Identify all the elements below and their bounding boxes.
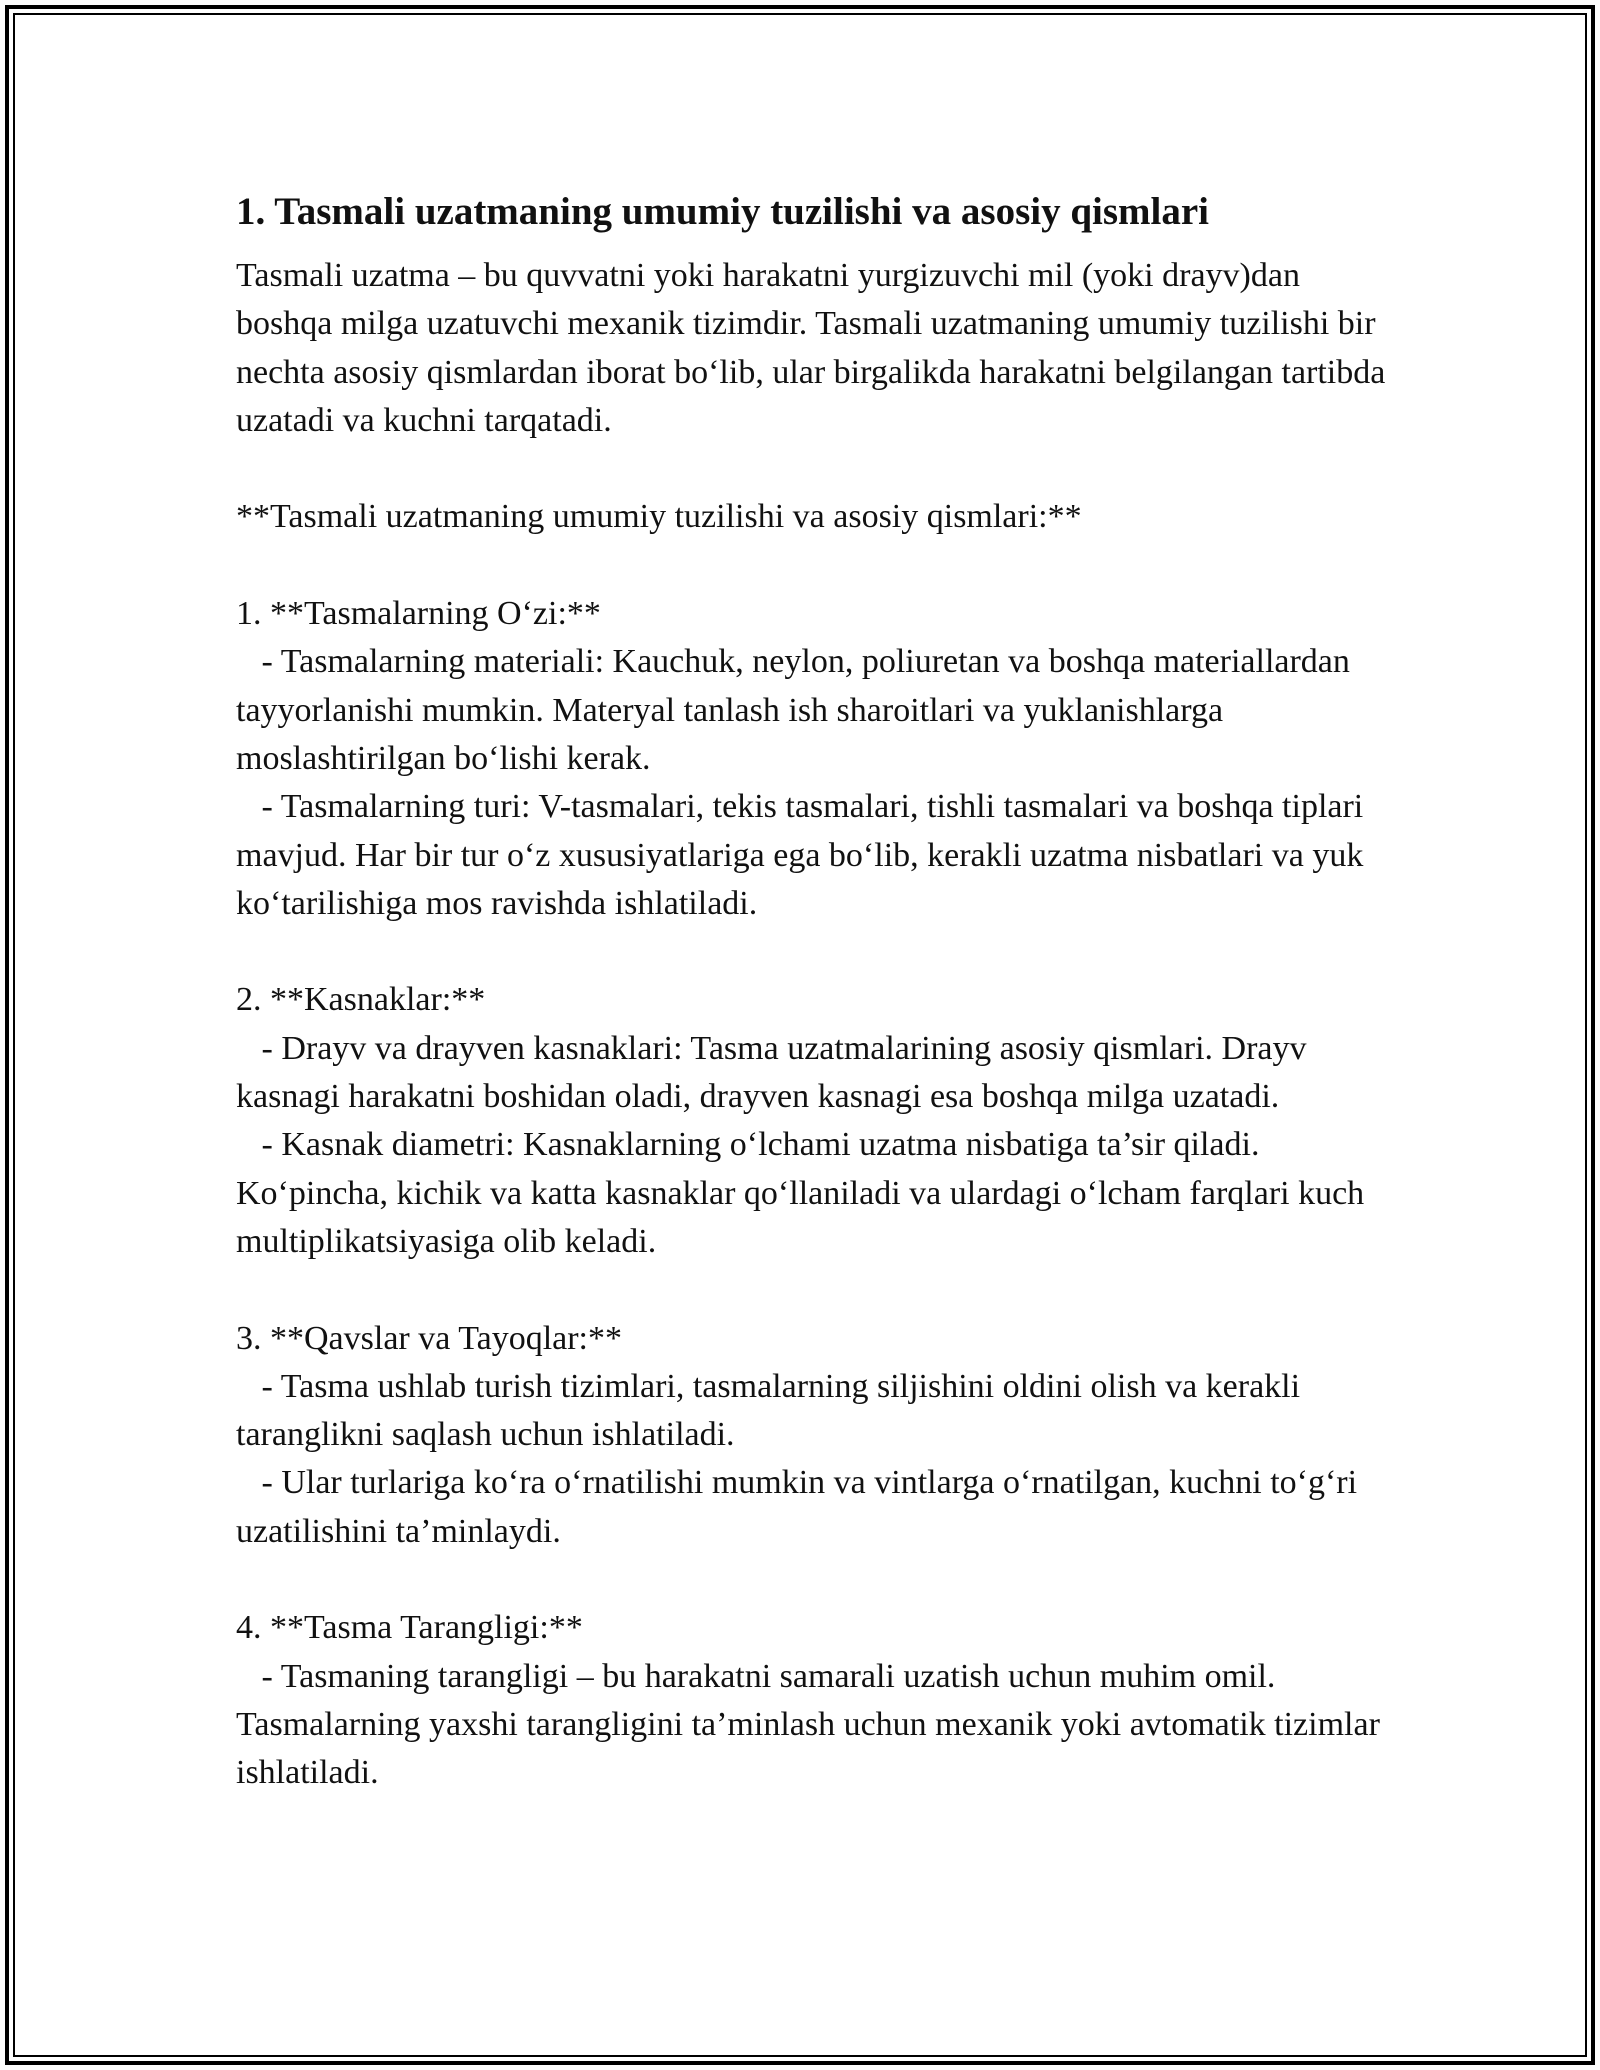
section-3 xyxy=(236,1315,1386,1556)
spacer xyxy=(236,445,1386,493)
section-item: - Drayv va drayven kasnaklari: Tasma uzatmalarining asosiy qismlari. Drayv kasnagi harakatni boshidan oladi, drayven kasnagi esa boshqa milga uzatadi. xyxy=(236,1029,1316,1116)
section-heading: 2. **Kasnaklar:** xyxy=(236,981,486,1019)
intro-paragraph: Tasmali uzatma – bu quvvatni yoki harakatni yurgizuvchi mil (yoki drayv)dan boshqa milga uzatuvchi mexanik tizimdir. Tasmali uzatmaning umumiy tuzilishi bir nechta asosiy qismlardan iborat bo‘lib, ular birgalikda harakatni belgilangan tartibda uzatadi va kuchni tarqatadi. xyxy=(236,257,1386,439)
section-item: - Tasmaning tarangligi – bu harakatni samarali uzatish uchun muhim omil. Tasmalarning yaxshi tarangligini ta’minlash uchun mexanik yoki avtomatik tizimlar ishlatiladi. xyxy=(236,1657,1389,1792)
section-item: - Tasma ushlab turish tizimlari, tasmalarning siljishini oldini olish va kerakli taranglikni saqlash uchun ishlatiladi. xyxy=(236,1367,1309,1454)
spacer xyxy=(236,1266,1386,1314)
section-2 xyxy=(236,976,1386,1266)
document-title: 1. Tasmali uzatmaning umumiy tuzilishi va asosiy qismlari xyxy=(236,190,1210,233)
document-body xyxy=(236,184,1389,1798)
section-item: - Tasmalarning turi: V-tasmalari, tekis tasmalari, tishli tasmalari va boshqa tiplari mavjud. Har bir tur o‘z xususiyatlariga ega bo‘lib, kerakli uzatma nisbatlari va yuk ko‘tarilishiga mos ravishda ishlatiladi. xyxy=(236,788,1372,922)
section-heading: 4. **Tasma Tarangligi:** xyxy=(236,1609,583,1647)
spacer xyxy=(236,542,1386,590)
section-item: - Kasnak diametri: Kasnaklarning o‘lchami uzatma nisbatiga ta’sir qiladi. Ko‘pincha, kichik va katta kasnaklar qo‘llaniladi va ulardagi o‘lcham farqlari kuch multiplikatsiyasiga olib keladi. xyxy=(236,1126,1373,1260)
spacer xyxy=(236,1556,1386,1604)
section-item: - Tasmalarning materiali: Kauchuk, neylon, poliuretan va boshqa materiallardan tayyorlanishi mumkin. Materyal tanlash ish sharoitlari va yuklanishlarga moslashtirilgan bo‘lishi kerak. xyxy=(236,643,1359,777)
spacer xyxy=(236,928,1386,976)
section-heading: 1. **Tasmalarning O‘zi:** xyxy=(236,595,601,633)
subheading: **Tasmali uzatmaning umumiy tuzilishi va asosiy qismlari:** xyxy=(236,498,1082,536)
section-1 xyxy=(236,590,1386,928)
section-heading: 3. **Qavslar va Tayoqlar:** xyxy=(236,1319,623,1357)
section-4 xyxy=(236,1604,1389,1797)
section-item: - Ular turlariga ko‘ra o‘rnatilishi mumkin va vintlarga o‘rnatilgan, kuchni to‘g‘ri uzatilishini ta’minlaydi. xyxy=(236,1464,1366,1550)
